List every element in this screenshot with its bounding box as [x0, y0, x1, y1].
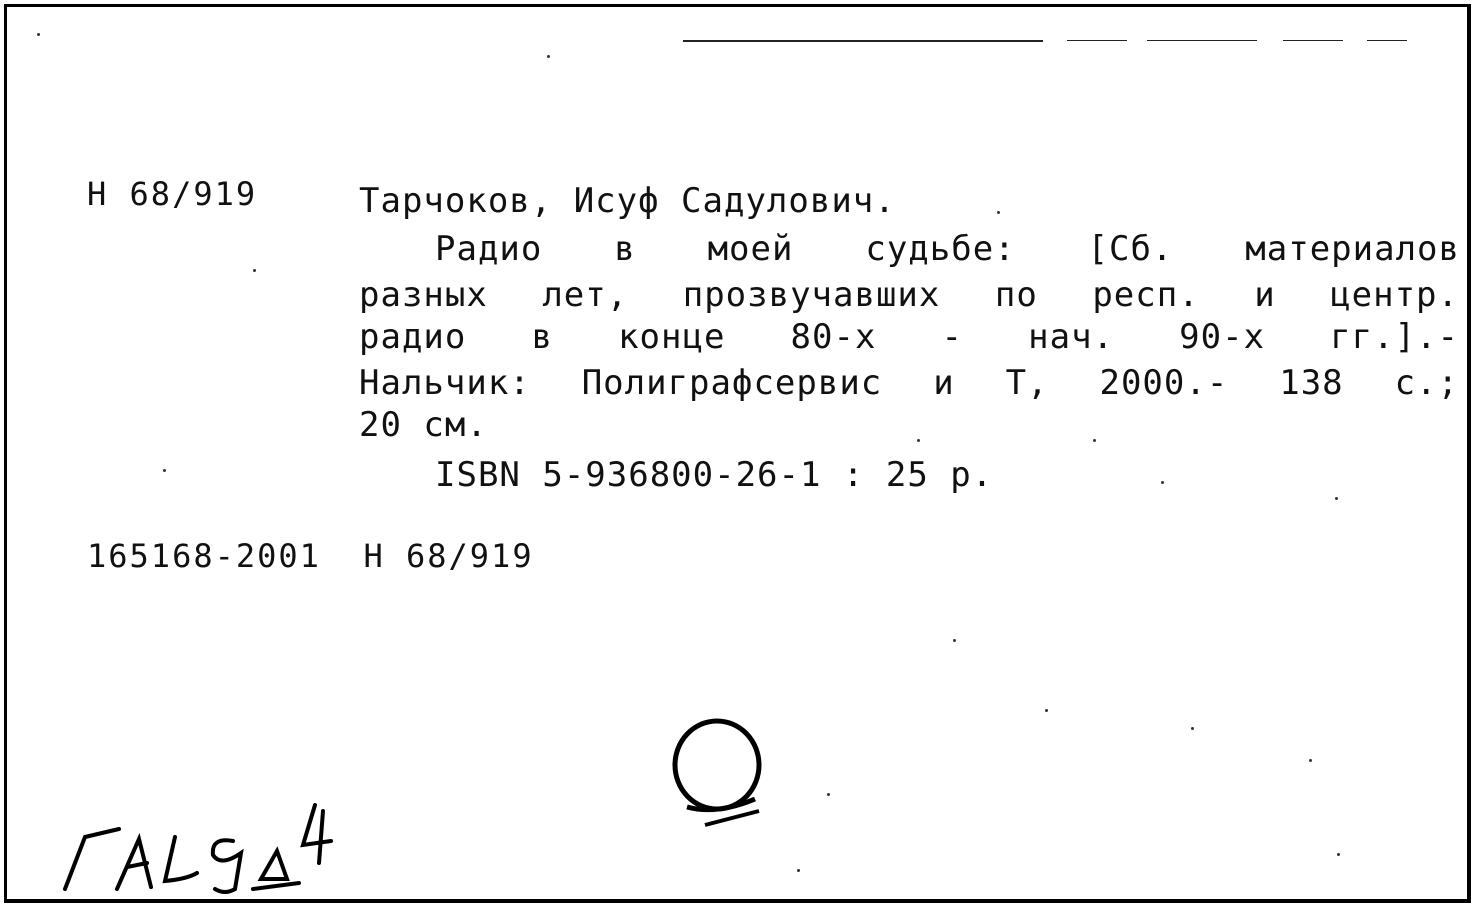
- speck: [997, 211, 1000, 214]
- speck: [1335, 497, 1338, 500]
- description-line: разных лет, прозвучавших по респ. и центр.: [359, 275, 1459, 315]
- speck: [547, 55, 550, 58]
- catalog-card: [4, 4, 1471, 903]
- top-rule: [1367, 40, 1407, 41]
- speck: [1309, 759, 1312, 762]
- speck: [1093, 439, 1096, 442]
- top-rule: [1067, 40, 1127, 41]
- description-line: 20 см.: [359, 405, 488, 445]
- stamp-mark-icon: [647, 707, 787, 847]
- call-number: Н 68/919: [87, 175, 258, 213]
- speck: [1191, 727, 1194, 730]
- author-heading: Тарчоков, Исуф Садулович.: [359, 181, 896, 221]
- speck: [797, 869, 800, 872]
- description-line: Радио в моей судьбе: [Сб. материалов: [435, 229, 1460, 269]
- speck: [163, 469, 166, 472]
- inventory-number: 165168-2001 Н 68/919: [87, 537, 534, 575]
- speck: [953, 639, 956, 642]
- speck: [1161, 481, 1164, 484]
- description-line: радио в конце 80-х - нач. 90-х гг.].-: [359, 317, 1459, 357]
- description-line: Нальчик: Полиграфсервис и Т, 2000.- 138 с.;: [359, 363, 1459, 403]
- speck: [1337, 853, 1340, 856]
- speck: [253, 269, 256, 272]
- top-rule: [1283, 40, 1343, 41]
- speck: [37, 33, 40, 36]
- top-rule: [1147, 40, 1257, 41]
- isbn-price: ISBN 5-936800-26-1 : 25 р.: [435, 455, 994, 495]
- speck: [1045, 709, 1048, 712]
- top-rule: [683, 40, 1043, 42]
- handwritten-note-icon: [47, 797, 367, 903]
- speck: [917, 439, 920, 442]
- speck: [827, 793, 830, 796]
